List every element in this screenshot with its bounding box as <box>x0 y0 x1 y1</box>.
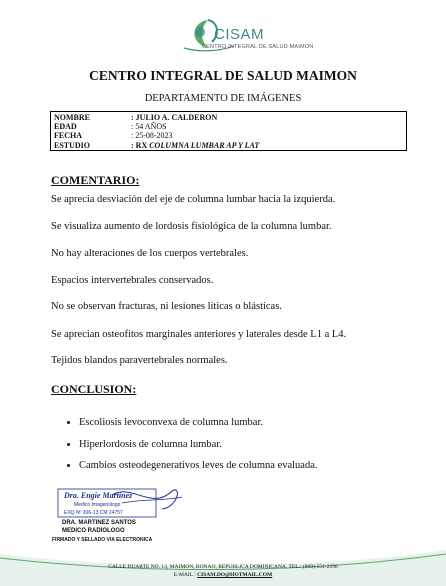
patient-info-box <box>50 111 407 151</box>
svg-text:Dra. Engie Martinez: Dra. Engie Martinez <box>64 491 133 500</box>
conclusion-list <box>51 412 318 477</box>
comentario-line: Se visualiza aumento de lordosis fisiológica de la columna lumbar. <box>51 221 332 232</box>
conclusion-item: • Escoliosis levoconvexa de columna lumbar. <box>79 412 318 434</box>
signature-stamp <box>52 481 192 525</box>
electronic-signature-note: FIRMADO Y SELLADO VIA ELECTRONICA <box>52 537 153 543</box>
age-label: EDAD <box>54 122 77 132</box>
comentario-line: Tejidos blandos paravertebrales normales. <box>51 355 228 366</box>
comentario-heading: COMENTARIO: <box>51 173 140 187</box>
email-link[interactable]: CISAM.DO@HOTMAIL.COM <box>197 572 273 578</box>
footer-email-line <box>0 572 446 578</box>
comentario-line: No hay alteraciones de los cuerpos vertebrales. <box>51 248 249 259</box>
comentario-line: No se observan fracturas, ni lesiones líticas o blásticas. <box>51 301 282 312</box>
study-label: ESTUDIO <box>54 140 91 150</box>
department-title: DEPARTAMENTO DE IMÁGENES <box>144 93 302 104</box>
name-value: : JULIO A. CALDERON <box>131 113 218 122</box>
svg-text:EXQ Nº 206-13 CM 24757: EXQ Nº 206-13 CM 24757 <box>64 510 123 516</box>
logo-tagline: CENTRO INTEGRAL DE SALUD MAIMON <box>202 44 314 50</box>
document-title: CENTRO INTEGRAL DE SALUD MAIMON <box>89 68 357 83</box>
date-value: : 25-08-2023 <box>131 131 173 141</box>
comentario-line: Se aprecian osteofitos marginales anteriores y laterales desde L1 a L4. <box>51 329 347 340</box>
svg-text:Medico Imagenologo: Medico Imagenologo <box>74 502 121 508</box>
patient-age-row <box>54 122 403 131</box>
study-date-row <box>54 131 403 140</box>
patient-name-row <box>54 113 403 122</box>
footer-address: CALLE DUARTE NO. 13, MAIMON, BONAO, REPUBLICA DOMINICANA, TEL.: (809)-551-2196 <box>108 564 338 570</box>
study-value: COLUMNA LUMBAR AP Y LAT <box>149 140 260 150</box>
doctor-role: MEDICO RADIOLOGO <box>62 527 125 534</box>
age-value: : 54 AÑOS <box>131 122 167 132</box>
name-label: NOMBRE <box>54 113 90 122</box>
study-prefix: : RX <box>131 140 150 150</box>
doctor-name: DRA. MARTINEZ SANTOS <box>62 520 136 526</box>
comentario-line: Se aprecia desviación del eje de columna lumbar hacia la izquierda. <box>51 194 336 205</box>
logo-name: CISAM <box>214 26 265 43</box>
date-label: FECHA <box>54 131 82 141</box>
conclusion-item: • Cambios osteodegenerativos leves de columna evaluada. <box>79 455 318 477</box>
comentario-line: Espacios intervertebrales conservados. <box>51 275 214 286</box>
study-row <box>54 141 403 150</box>
conclusion-heading: CONCLUSION: <box>51 382 137 396</box>
email-label: E-MAIL : <box>173 572 198 578</box>
signature-caption <box>62 520 136 535</box>
conclusion-item: • Hiperlordosis de columna lumbar. <box>79 434 318 456</box>
